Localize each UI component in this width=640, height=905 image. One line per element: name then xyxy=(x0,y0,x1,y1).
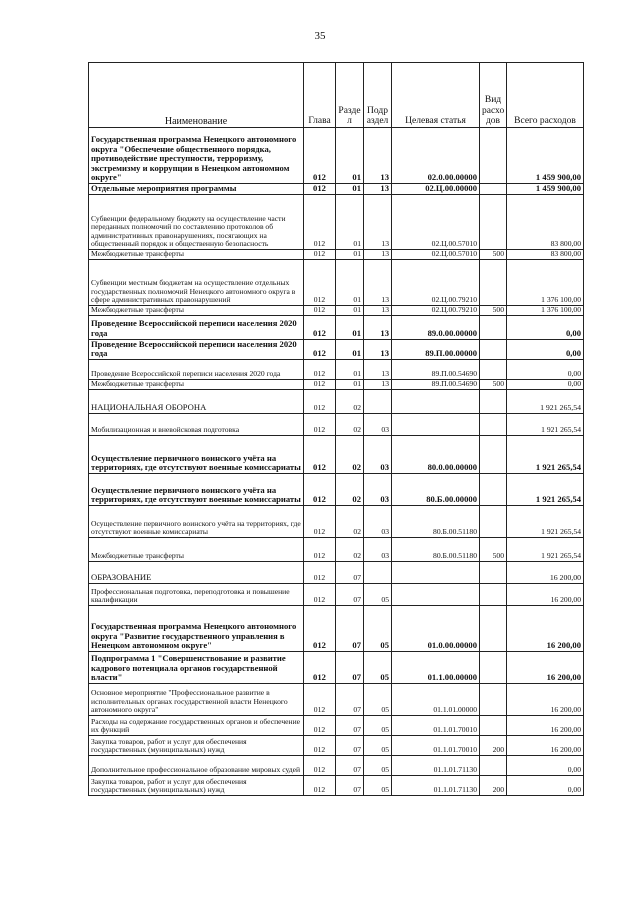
row-glava: 012 xyxy=(304,583,336,605)
row-razdel: 01 xyxy=(336,305,364,315)
row-vid: 500 xyxy=(480,305,507,315)
row-name: Закупка товаров, работ и услуг для обеспечения государственных (муниципальных) нужд xyxy=(89,735,304,755)
row-name: Отдельные мероприятия программы xyxy=(89,184,304,195)
row-name: Осуществление первичного воинского учёта на территориях, где отсутствуют военные комиссариаты xyxy=(89,505,304,537)
row-razdel: 02 xyxy=(336,435,364,473)
row-target: 01.1.00.00000 xyxy=(392,651,480,683)
row-podrazdel: 05 xyxy=(364,755,392,775)
row-podrazdel: 13 xyxy=(364,259,392,305)
row-target: 01.0.00.00000 xyxy=(392,605,480,651)
row-podrazdel: 05 xyxy=(364,683,392,715)
table-row xyxy=(89,537,584,561)
header-vid: Вид расхо дов xyxy=(480,63,507,128)
row-name: Субвенции федеральному бюджету на осуществление части переданных полномочий по составлению протоколов об административных правонарушениях, посягающих на общественный порядок и общественную безопасность xyxy=(89,194,304,249)
row-glava: 012 xyxy=(304,359,336,379)
row-name: Государственная программа Ненецкого автономного округа "Развитие государственного управления в Ненецком автономном округе" xyxy=(89,605,304,651)
row-total: 1 921 265,54 xyxy=(507,389,584,413)
row-podrazdel: 03 xyxy=(364,435,392,473)
row-name: Межбюджетные трансферты xyxy=(89,379,304,389)
table-row xyxy=(89,651,584,683)
row-name: Профессиональная подготовка, переподготовка и повышение квалификации xyxy=(89,583,304,605)
row-target xyxy=(392,389,480,413)
row-glava: 012 xyxy=(304,651,336,683)
row-glava: 012 xyxy=(304,413,336,435)
table-row xyxy=(89,128,584,184)
row-total: 83 800,00 xyxy=(507,249,584,259)
table-row xyxy=(89,561,584,583)
row-total: 0,00 xyxy=(507,339,584,359)
row-name: Осуществление первичного воинского учёта на территориях, где отсутствуют военные комиссариаты xyxy=(89,473,304,505)
row-razdel: 02 xyxy=(336,473,364,505)
row-vid: 500 xyxy=(480,249,507,259)
table-row xyxy=(89,184,584,195)
row-total: 1 376 100,00 xyxy=(507,259,584,305)
row-razdel: 07 xyxy=(336,775,364,795)
row-razdel: 02 xyxy=(336,537,364,561)
row-name: Проведение Всероссийской переписи населения 2020 года xyxy=(89,359,304,379)
row-target: 02.0.00.00000 xyxy=(392,128,480,184)
row-vid xyxy=(480,715,507,735)
row-target: 02.Ц.00.00000 xyxy=(392,184,480,195)
row-target: 89.П.00.00000 xyxy=(392,339,480,359)
row-target: 01.1.01.70010 xyxy=(392,715,480,735)
row-target: 80.Б.00.00000 xyxy=(392,473,480,505)
row-glava: 012 xyxy=(304,339,336,359)
row-total: 1 921 265,54 xyxy=(507,435,584,473)
row-glava: 012 xyxy=(304,605,336,651)
row-name: Дополнительное профессиональное образование мировых судей xyxy=(89,755,304,775)
row-podrazdel: 05 xyxy=(364,583,392,605)
table-body xyxy=(89,128,584,796)
row-name: Подпрограмма 1 "Совершенствование и развитие кадрового потенциала органов государственной власти" xyxy=(89,651,304,683)
row-name: Основное мероприятие "Профессиональное развитие в исполнительных органах государственной власти Ненецкого автономного округа" xyxy=(89,683,304,715)
row-podrazdel: 13 xyxy=(364,128,392,184)
table-header xyxy=(89,63,584,128)
row-target: 02.Ц.00.79210 xyxy=(392,259,480,305)
row-name: ОБРАЗОВАНИЕ xyxy=(89,561,304,583)
row-target: 89.П.00.54690 xyxy=(392,379,480,389)
row-name: Проведение Всероссийской переписи населения 2020 года xyxy=(89,339,304,359)
row-target xyxy=(392,561,480,583)
table-row xyxy=(89,755,584,775)
row-podrazdel: 13 xyxy=(364,184,392,195)
row-total: 16 200,00 xyxy=(507,583,584,605)
row-glava: 012 xyxy=(304,128,336,184)
row-total: 16 200,00 xyxy=(507,683,584,715)
row-glava: 012 xyxy=(304,473,336,505)
row-total: 16 200,00 xyxy=(507,651,584,683)
table-row xyxy=(89,379,584,389)
row-target: 80.0.00.00000 xyxy=(392,435,480,473)
header-target: Целевая статья xyxy=(392,63,480,128)
row-razdel: 02 xyxy=(336,413,364,435)
row-vid xyxy=(480,651,507,683)
row-glava: 012 xyxy=(304,715,336,735)
row-razdel: 01 xyxy=(336,379,364,389)
row-glava: 012 xyxy=(304,315,336,339)
row-vid xyxy=(480,755,507,775)
row-glava: 012 xyxy=(304,505,336,537)
row-total: 1 921 265,54 xyxy=(507,473,584,505)
budget-table xyxy=(88,62,584,796)
row-razdel: 07 xyxy=(336,755,364,775)
row-name: Расходы на содержание государственных органов и обеспечение их функций xyxy=(89,715,304,735)
row-glava: 012 xyxy=(304,194,336,249)
row-total: 0,00 xyxy=(507,315,584,339)
row-podrazdel: 05 xyxy=(364,651,392,683)
row-target: 02.Ц.00.57010 xyxy=(392,194,480,249)
row-total: 0,00 xyxy=(507,379,584,389)
row-target xyxy=(392,583,480,605)
row-total: 1 921 265,54 xyxy=(507,537,584,561)
row-podrazdel: 05 xyxy=(364,735,392,755)
row-vid xyxy=(480,128,507,184)
row-vid: 500 xyxy=(480,537,507,561)
row-podrazdel: 13 xyxy=(364,359,392,379)
table-row xyxy=(89,473,584,505)
row-razdel: 01 xyxy=(336,359,364,379)
row-glava: 012 xyxy=(304,561,336,583)
table-row xyxy=(89,505,584,537)
row-podrazdel: 13 xyxy=(364,315,392,339)
row-vid xyxy=(480,259,507,305)
row-total: 0,00 xyxy=(507,755,584,775)
row-podrazdel: 05 xyxy=(364,605,392,651)
row-vid xyxy=(480,473,507,505)
row-vid xyxy=(480,413,507,435)
row-podrazdel xyxy=(364,389,392,413)
row-razdel: 01 xyxy=(336,184,364,195)
row-razdel: 01 xyxy=(336,194,364,249)
row-total: 16 200,00 xyxy=(507,735,584,755)
row-razdel: 07 xyxy=(336,561,364,583)
row-glava: 012 xyxy=(304,735,336,755)
row-podrazdel: 03 xyxy=(364,413,392,435)
row-target: 01.1.01.00000 xyxy=(392,683,480,715)
row-glava: 012 xyxy=(304,389,336,413)
row-razdel: 01 xyxy=(336,339,364,359)
row-target: 01.1.01.71130 xyxy=(392,775,480,795)
row-vid xyxy=(480,339,507,359)
row-razdel: 01 xyxy=(336,259,364,305)
row-name: Государственная программа Ненецкого автономного округа "Обеспечение общественного порядка, противодействие преступности, терроризму, экстремизму и коррупции в Ненецком автономном округе" xyxy=(89,128,304,184)
table-row xyxy=(89,605,584,651)
row-name: Закупка товаров, работ и услуг для обеспечения государственных (муниципальных) нужд xyxy=(89,775,304,795)
row-target: 80.Б.00.51180 xyxy=(392,505,480,537)
row-podrazdel xyxy=(364,561,392,583)
row-total: 83 800,00 xyxy=(507,194,584,249)
row-name: Межбюджетные трансферты xyxy=(89,305,304,315)
table-row xyxy=(89,305,584,315)
row-vid xyxy=(480,505,507,537)
row-target: 89.0.00.00000 xyxy=(392,315,480,339)
header-razdel: Разде л xyxy=(336,63,364,128)
row-razdel: 07 xyxy=(336,651,364,683)
row-glava: 012 xyxy=(304,775,336,795)
table-row xyxy=(89,339,584,359)
row-razdel: 02 xyxy=(336,389,364,413)
row-vid xyxy=(480,583,507,605)
row-name: Субвенции местным бюджетам на осуществление отдельных государственных полномочий Ненецкого автономного округа в сфере административных правонарушений xyxy=(89,259,304,305)
row-total: 1 459 900,00 xyxy=(507,184,584,195)
row-total: 1 459 900,00 xyxy=(507,128,584,184)
table-row xyxy=(89,735,584,755)
table-row xyxy=(89,259,584,305)
table-row xyxy=(89,359,584,379)
row-target: 02.Ц.00.79210 xyxy=(392,305,480,315)
row-name: Мобилизационная и вневойсковая подготовка xyxy=(89,413,304,435)
row-podrazdel: 05 xyxy=(364,715,392,735)
row-podrazdel: 03 xyxy=(364,537,392,561)
row-glava: 012 xyxy=(304,683,336,715)
row-name: Проведение Всероссийской переписи населения 2020 года xyxy=(89,315,304,339)
row-vid xyxy=(480,683,507,715)
row-total: 0,00 xyxy=(507,775,584,795)
row-glava: 012 xyxy=(304,537,336,561)
table-row xyxy=(89,389,584,413)
row-target xyxy=(392,413,480,435)
row-vid: 500 xyxy=(480,379,507,389)
row-name: Межбюджетные трансферты xyxy=(89,537,304,561)
row-target: 80.Б.00.51180 xyxy=(392,537,480,561)
row-total: 0,00 xyxy=(507,359,584,379)
row-glava: 012 xyxy=(304,305,336,315)
row-podrazdel: 03 xyxy=(364,473,392,505)
row-razdel: 07 xyxy=(336,715,364,735)
table-row xyxy=(89,775,584,795)
row-razdel: 02 xyxy=(336,505,364,537)
row-glava: 012 xyxy=(304,755,336,775)
row-podrazdel: 05 xyxy=(364,775,392,795)
header-podrazdel: Подр аздел xyxy=(364,63,392,128)
row-podrazdel: 13 xyxy=(364,249,392,259)
row-name: Осуществление первичного воинского учёта на территориях, где отсутствуют военные комиссариаты xyxy=(89,435,304,473)
row-name: НАЦИОНАЛЬНАЯ ОБОРОНА xyxy=(89,389,304,413)
row-glava: 012 xyxy=(304,259,336,305)
header-name: Наименование xyxy=(89,63,304,128)
row-total: 16 200,00 xyxy=(507,605,584,651)
row-razdel: 01 xyxy=(336,128,364,184)
row-glava: 012 xyxy=(304,435,336,473)
row-vid xyxy=(480,359,507,379)
row-total: 1 376 100,00 xyxy=(507,305,584,315)
row-vid: 200 xyxy=(480,735,507,755)
row-target: 02.Ц.00.57010 xyxy=(392,249,480,259)
row-glava: 012 xyxy=(304,184,336,195)
row-razdel: 07 xyxy=(336,683,364,715)
row-target: 01.1.01.71130 xyxy=(392,755,480,775)
row-total: 1 921 265,54 xyxy=(507,505,584,537)
row-razdel: 01 xyxy=(336,315,364,339)
table-row xyxy=(89,683,584,715)
row-glava: 012 xyxy=(304,249,336,259)
page-number: 35 xyxy=(314,30,326,42)
header-glava: Глава xyxy=(304,63,336,128)
table-row xyxy=(89,315,584,339)
row-vid xyxy=(480,315,507,339)
row-total: 1 921 265,54 xyxy=(507,413,584,435)
header-total: Всего расходов xyxy=(507,63,584,128)
row-glava: 012 xyxy=(304,379,336,389)
table-row xyxy=(89,583,584,605)
row-razdel: 07 xyxy=(336,605,364,651)
row-podrazdel: 13 xyxy=(364,379,392,389)
row-razdel: 07 xyxy=(336,735,364,755)
row-podrazdel: 13 xyxy=(364,194,392,249)
row-total: 16 200,00 xyxy=(507,715,584,735)
row-target: 01.1.01.70010 xyxy=(392,735,480,755)
row-podrazdel: 13 xyxy=(364,305,392,315)
table-row xyxy=(89,715,584,735)
row-vid: 200 xyxy=(480,775,507,795)
row-total: 16 200,00 xyxy=(507,561,584,583)
row-vid xyxy=(480,194,507,249)
row-vid xyxy=(480,184,507,195)
row-vid xyxy=(480,435,507,473)
row-vid xyxy=(480,605,507,651)
table-row xyxy=(89,194,584,249)
row-name: Межбюджетные трансферты xyxy=(89,249,304,259)
row-vid xyxy=(480,389,507,413)
table-row xyxy=(89,435,584,473)
table-row xyxy=(89,413,584,435)
row-razdel: 07 xyxy=(336,583,364,605)
row-podrazdel: 03 xyxy=(364,505,392,537)
table-row xyxy=(89,249,584,259)
row-target: 89.П.00.54690 xyxy=(392,359,480,379)
row-vid xyxy=(480,561,507,583)
row-podrazdel: 13 xyxy=(364,339,392,359)
row-razdel: 01 xyxy=(336,249,364,259)
